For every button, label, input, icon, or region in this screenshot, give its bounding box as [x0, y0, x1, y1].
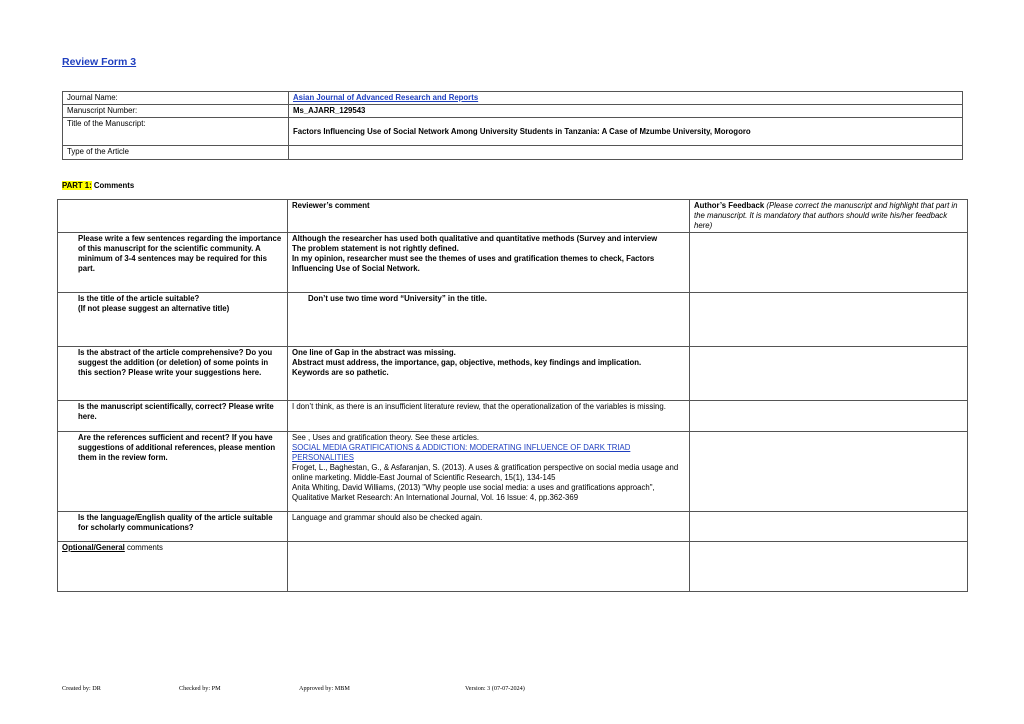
answer-line: I don’t think, as there is an insufficient literature review, that the operationalization of the variables is missing.: [292, 402, 666, 411]
part1-heading: [62, 181, 134, 190]
comment-row: [58, 293, 968, 347]
reference-1: Froget, L., Baghestan, G., & Asfaranjan, S. (2013). A uses & gratification perspective on social media usage and online marketing. Middle-East Journal of Scientific Research, 15(1), 134-145: [292, 463, 679, 482]
footer-version: Version: 3 (07-07-2024): [465, 685, 525, 692]
comment-row: [58, 347, 968, 401]
manuscript-info-table: [62, 91, 963, 160]
manuscript-number-label: Manuscript Number:: [63, 105, 289, 118]
answer-line: In my opinion, researcher must see the themes of uses and gratification themes to check, Factors Influencing Use of Social Network.: [292, 254, 655, 273]
reference-2: Anita Whiting, David Williams, (2013) "Why people use social media: a uses and gratifications approach", Qualitative Market Research: An International Journal, Vol. 16 Issue: 4, pp.362-369: [292, 483, 655, 502]
answer-references: [288, 432, 690, 512]
reference-link[interactable]: SOCIAL MEDIA GRATIFICATIONS & ADDICTION: MODERATING INFLUENCE OF DARK TRIAD PERSONALITIES: [292, 443, 631, 462]
comments-table: [57, 199, 968, 592]
title-label: Title of the Manuscript:: [63, 118, 289, 146]
header-author-note: (Please correct the manuscript and highlight that part in the manuscript. It is mandatory that authors should write his/her feedback here): [694, 201, 958, 230]
answer-line: Keywords are so pathetic.: [292, 368, 389, 377]
answer-intro: See , Uses and gratification theory. See these articles.: [292, 433, 480, 442]
author-feedback-cell[interactable]: [690, 512, 968, 542]
header-question: [58, 200, 288, 233]
question-abstract: Is the abstract of the article comprehensive? Do you suggest the addition (or deletion) of some points in this section? Please write your suggestions here.: [58, 347, 288, 401]
question-scientific: Is the manuscript scientifically, correct? Please write here.: [58, 401, 288, 432]
author-feedback-cell[interactable]: [690, 347, 968, 401]
part1-label: PART 1:: [62, 181, 92, 190]
footer-checked: Checked by: PM: [179, 685, 221, 692]
title-row: [63, 118, 963, 146]
optional-label-underlined: Optional/General: [62, 543, 125, 552]
answer-importance: [288, 233, 690, 293]
answer-abstract: [288, 347, 690, 401]
optional-label-rest: comments: [124, 543, 163, 552]
answer-line: One line of Gap in the abstract was missing.: [292, 348, 456, 357]
author-feedback-cell[interactable]: [690, 293, 968, 347]
answer-line: Language and grammar should also be checked again.: [292, 513, 483, 522]
journal-link[interactable]: Asian Journal of Advanced Research and Reports: [293, 93, 479, 102]
part1-suffix: Comments: [91, 181, 135, 190]
footer-approved: Approved by: MBM: [299, 685, 350, 692]
question-references: Are the references sufficient and recent? If you have suggestions of additional references, please mention them in the review form.: [58, 432, 288, 512]
author-feedback-cell[interactable]: [690, 233, 968, 293]
author-feedback-cell[interactable]: [690, 432, 968, 512]
footer-created: Created by: DR: [62, 685, 101, 692]
type-value: [289, 146, 963, 160]
author-feedback-cell[interactable]: [690, 401, 968, 432]
comment-row: [58, 512, 968, 542]
comment-row: [58, 401, 968, 432]
question-importance: Please write a few sentences regarding the importance of this manuscript for the scientific community. A minimum of 3-4 sentences may be required for this part.: [58, 233, 288, 293]
header-author: [690, 200, 968, 233]
answer-language: [288, 512, 690, 542]
answer-line: The problem statement is not rightly defined.: [292, 244, 459, 253]
journal-row: [63, 92, 963, 105]
manuscript-number-value: Ms_AJARR_129543: [289, 105, 963, 118]
optional-comments-value: [288, 542, 690, 592]
answer-line: Don’t use two time word “University” in the title.: [308, 294, 487, 303]
type-row: [63, 146, 963, 160]
author-feedback-cell[interactable]: [690, 542, 968, 592]
type-label: Type of the Article: [63, 146, 289, 160]
journal-label: Journal Name:: [63, 92, 289, 105]
comment-row: [58, 432, 968, 512]
manuscript-number-row: [63, 105, 963, 118]
form-title: Review Form 3: [62, 56, 137, 68]
answer-line: Abstract must address, the importance, gap, objective, methods, key findings and implication.: [292, 358, 642, 367]
header-reviewer: Reviewer’s comment: [288, 200, 690, 233]
question-title: Is the title of the article suitable? (If not please suggest an alternative title): [58, 293, 288, 347]
optional-comments-row: [58, 542, 968, 592]
comments-header-row: [58, 200, 968, 233]
answer-scientific: [288, 401, 690, 432]
journal-value[interactable]: [289, 92, 963, 105]
optional-comments-label: [58, 542, 288, 592]
title-value: Factors Influencing Use of Social Network Among University Students in Tanzania: A Case of Mzumbe University, Morogoro: [289, 118, 963, 146]
question-language: Is the language/English quality of the article suitable for scholarly communications?: [58, 512, 288, 542]
comment-row: [58, 233, 968, 293]
answer-title: [288, 293, 690, 347]
answer-line: Although the researcher has used both qualitative and quantitative methods (Survey and interview: [292, 234, 658, 243]
header-author-label: Author’s Feedback: [694, 201, 765, 210]
